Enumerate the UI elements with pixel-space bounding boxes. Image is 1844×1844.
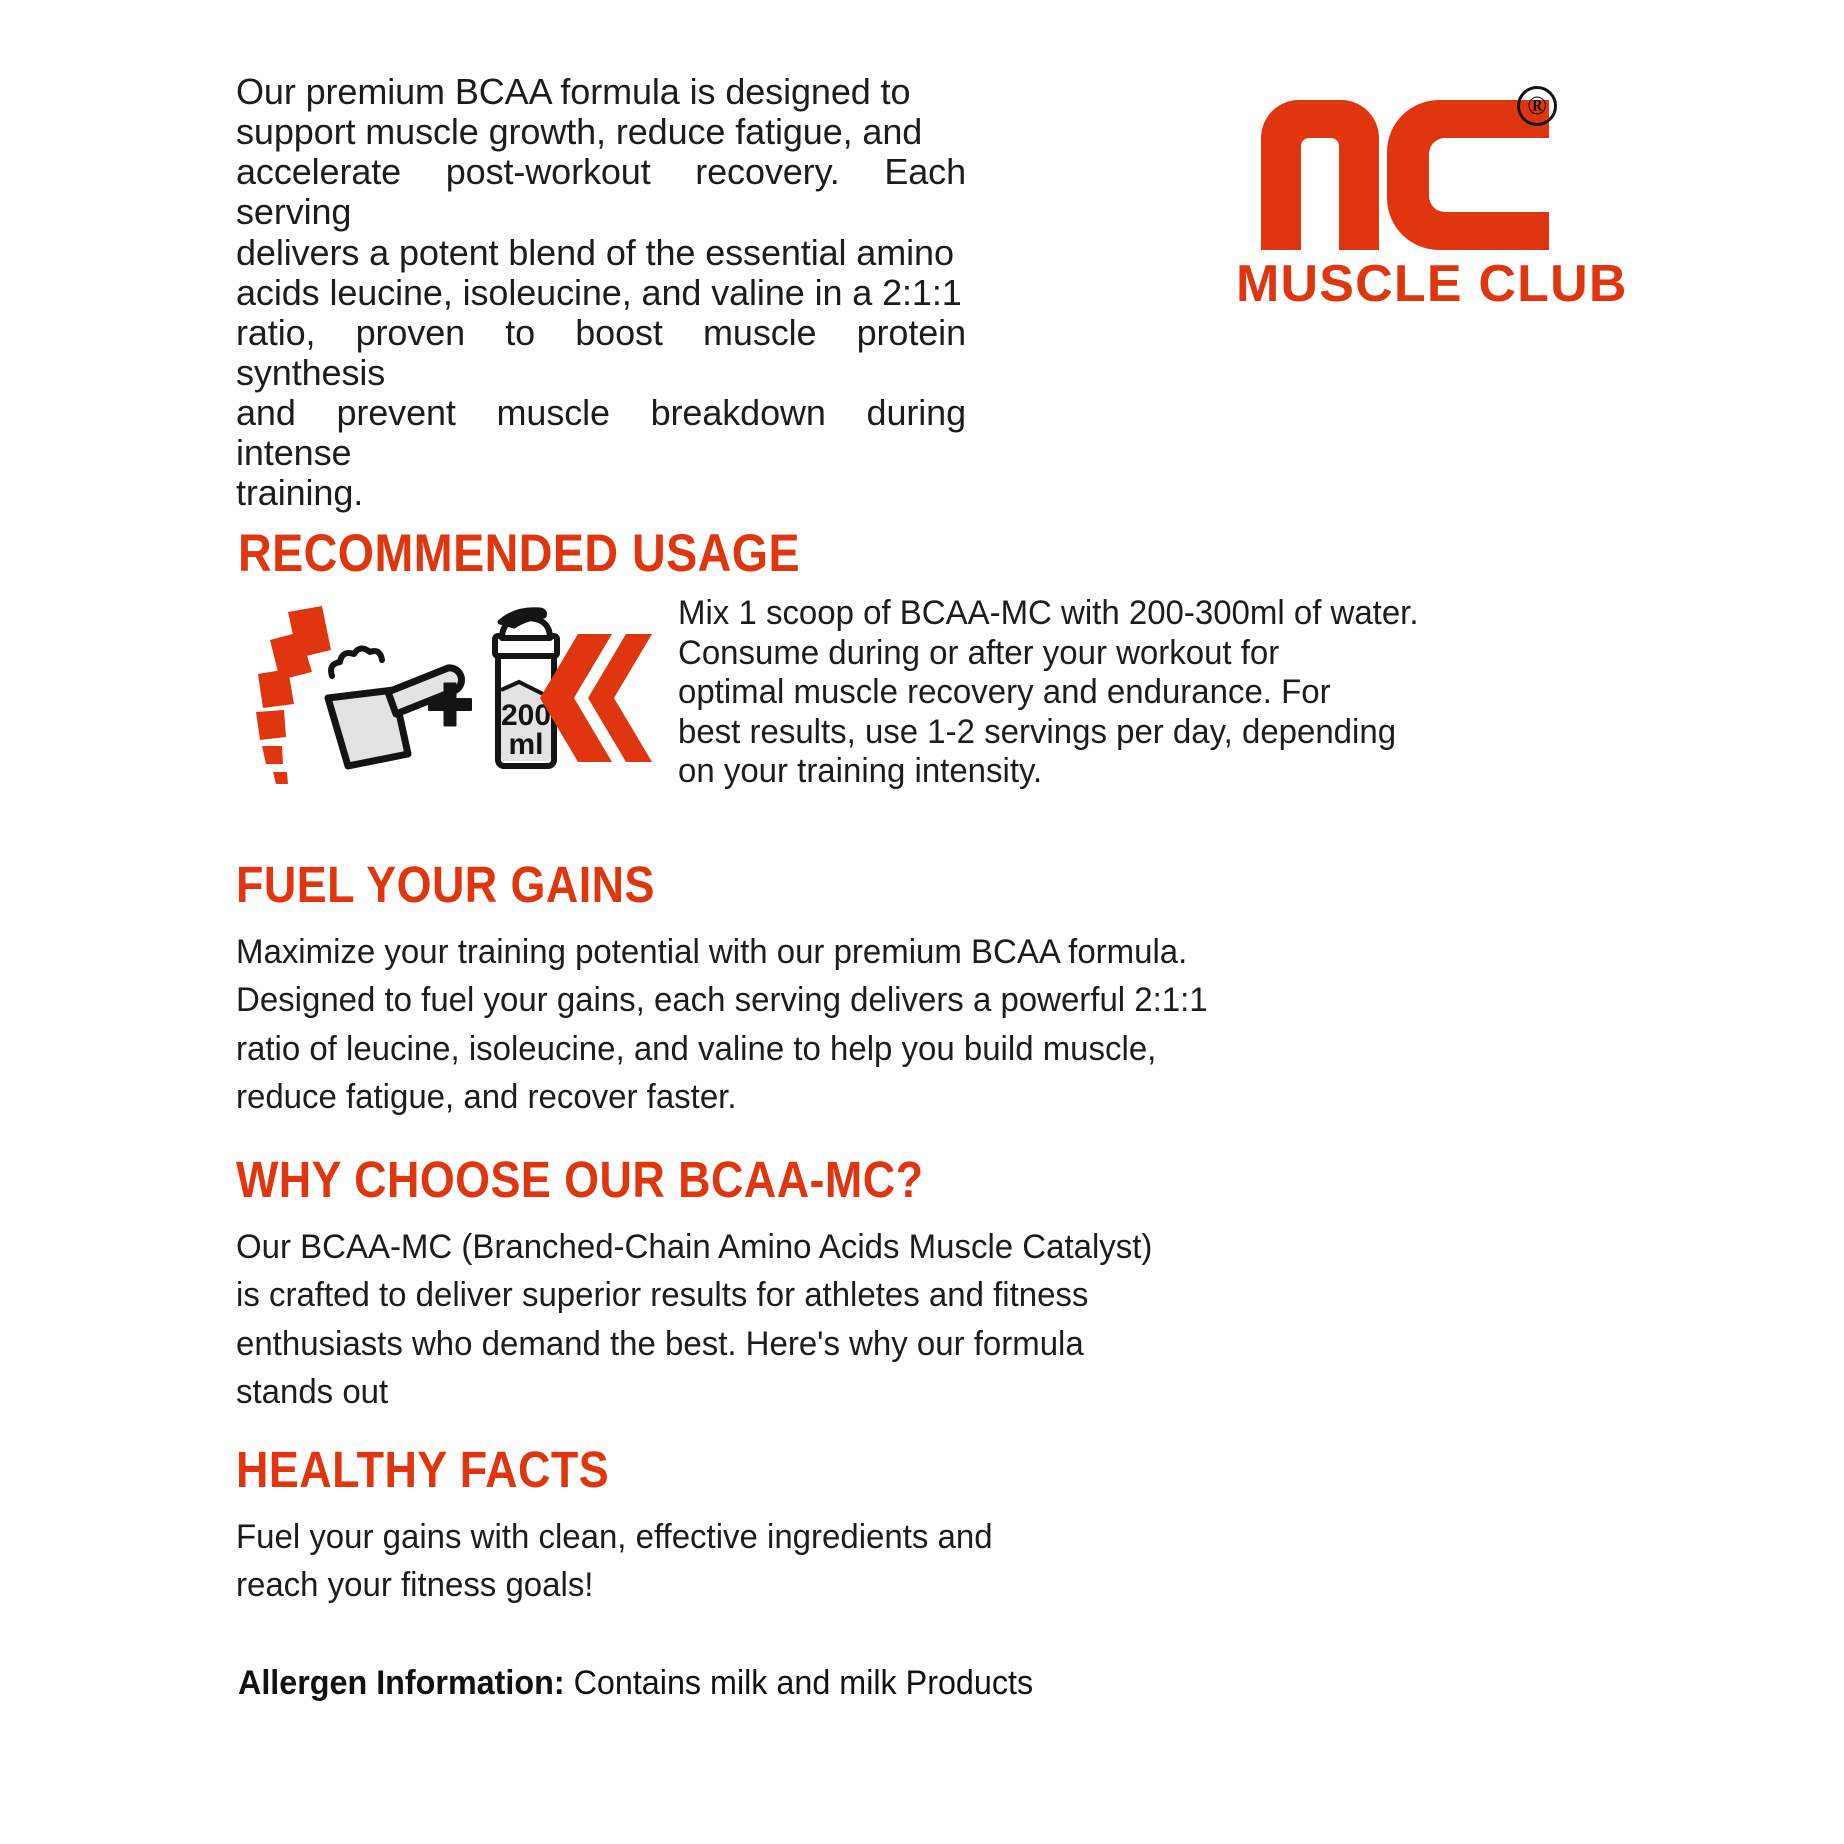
- intro-line: support muscle growth, reduce fatigue, and: [236, 111, 923, 153]
- brand-wordmark: MUSCLE CLUB: [1236, 255, 1628, 313]
- healthy-facts-heading: HEALTHY FACTS: [236, 1441, 610, 1498]
- shaker-volume-number: 200: [500, 699, 552, 732]
- why-line: stands out: [236, 1372, 389, 1411]
- why-line: enthusiasts who demand the best. Here's why our formula: [236, 1324, 1084, 1363]
- intro-line: acids leucine, isoleucine, and valine in a 2:1:1: [236, 271, 962, 313]
- intro-line: accelerate post-workout recovery. Each serving: [236, 151, 966, 233]
- recommended-usage-section: [236, 594, 1566, 792]
- usage-line: best results, use 1-2 servings per day, depending: [678, 712, 1397, 751]
- usage-line: Consume during or after your workout for: [678, 633, 1280, 672]
- intro-line: training.: [236, 472, 364, 514]
- brand-logo: [1236, 90, 1628, 314]
- facts-paragraph: [236, 1513, 1303, 1610]
- registered-trademark-icon: ®: [1517, 86, 1557, 126]
- why-line: is crafted to deliver superior results for athletes and fitness: [236, 1276, 1089, 1315]
- intro-section: [236, 71, 1628, 514]
- logo-mark: [1251, 90, 1551, 250]
- intro-line: delivers a potent blend of the essential amino: [236, 231, 954, 273]
- intro-paragraph: [236, 72, 966, 513]
- intro-line: and prevent muscle breakdown during intense: [236, 392, 966, 474]
- mc-monogram-icon: [1251, 90, 1551, 250]
- usage-icon-group: [236, 594, 656, 784]
- fuel-your-gains-heading: FUEL YOUR GAINS: [236, 856, 655, 913]
- why-choose-section: [236, 1150, 1386, 1416]
- usage-instructions: [678, 594, 1539, 792]
- intro-line: Our premium BCAA formula is designed to: [236, 71, 911, 112]
- fuel-your-gains-section: [236, 855, 1336, 1121]
- fuel-line: Designed to fuel your gains, each serving delivers a powerful 2:1:1: [236, 981, 1208, 1020]
- allergen-value: Contains milk and milk Products: [564, 1664, 1034, 1702]
- intro-line: ratio, proven to boost muscle protein synthesis: [236, 311, 966, 393]
- why-choose-heading: WHY CHOOSE OUR BCAA-MC?: [236, 1151, 924, 1208]
- healthy-facts-section: [236, 1440, 1336, 1610]
- facts-line: reach your fitness goals!: [236, 1566, 594, 1605]
- usage-line: on your training intensity.: [678, 752, 1043, 791]
- fuel-paragraph: [236, 928, 1303, 1121]
- why-paragraph: [236, 1223, 1352, 1416]
- fuel-line: reduce fatigue, and recover faster.: [236, 1077, 737, 1116]
- recommended-usage-heading: RECOMMENDED USAGE: [238, 524, 801, 583]
- scoop-icon: [256, 606, 462, 784]
- fuel-line: ratio of leucine, isoleucine, and valine to help you build muscle,: [236, 1029, 1157, 1068]
- usage-line: optimal muscle recovery and endurance. For: [678, 673, 1331, 712]
- usage-line: Mix 1 scoop of BCAA-MC with 200-300ml of water.: [678, 594, 1419, 632]
- why-line: Our BCAA-MC (Branched-Chain Amino Acids Muscle Catalyst): [236, 1228, 1153, 1266]
- fuel-line: Maximize your training potential with our premium BCAA formula.: [236, 933, 1188, 971]
- facts-line: Fuel your gains with clean, effective ingredients and: [236, 1518, 993, 1556]
- shaker-volume-unit: ml: [508, 728, 544, 761]
- allergen-label: Allergen Information:: [238, 1664, 565, 1702]
- allergen-information: [238, 1661, 1033, 1705]
- usage-icons-svg: [236, 594, 656, 784]
